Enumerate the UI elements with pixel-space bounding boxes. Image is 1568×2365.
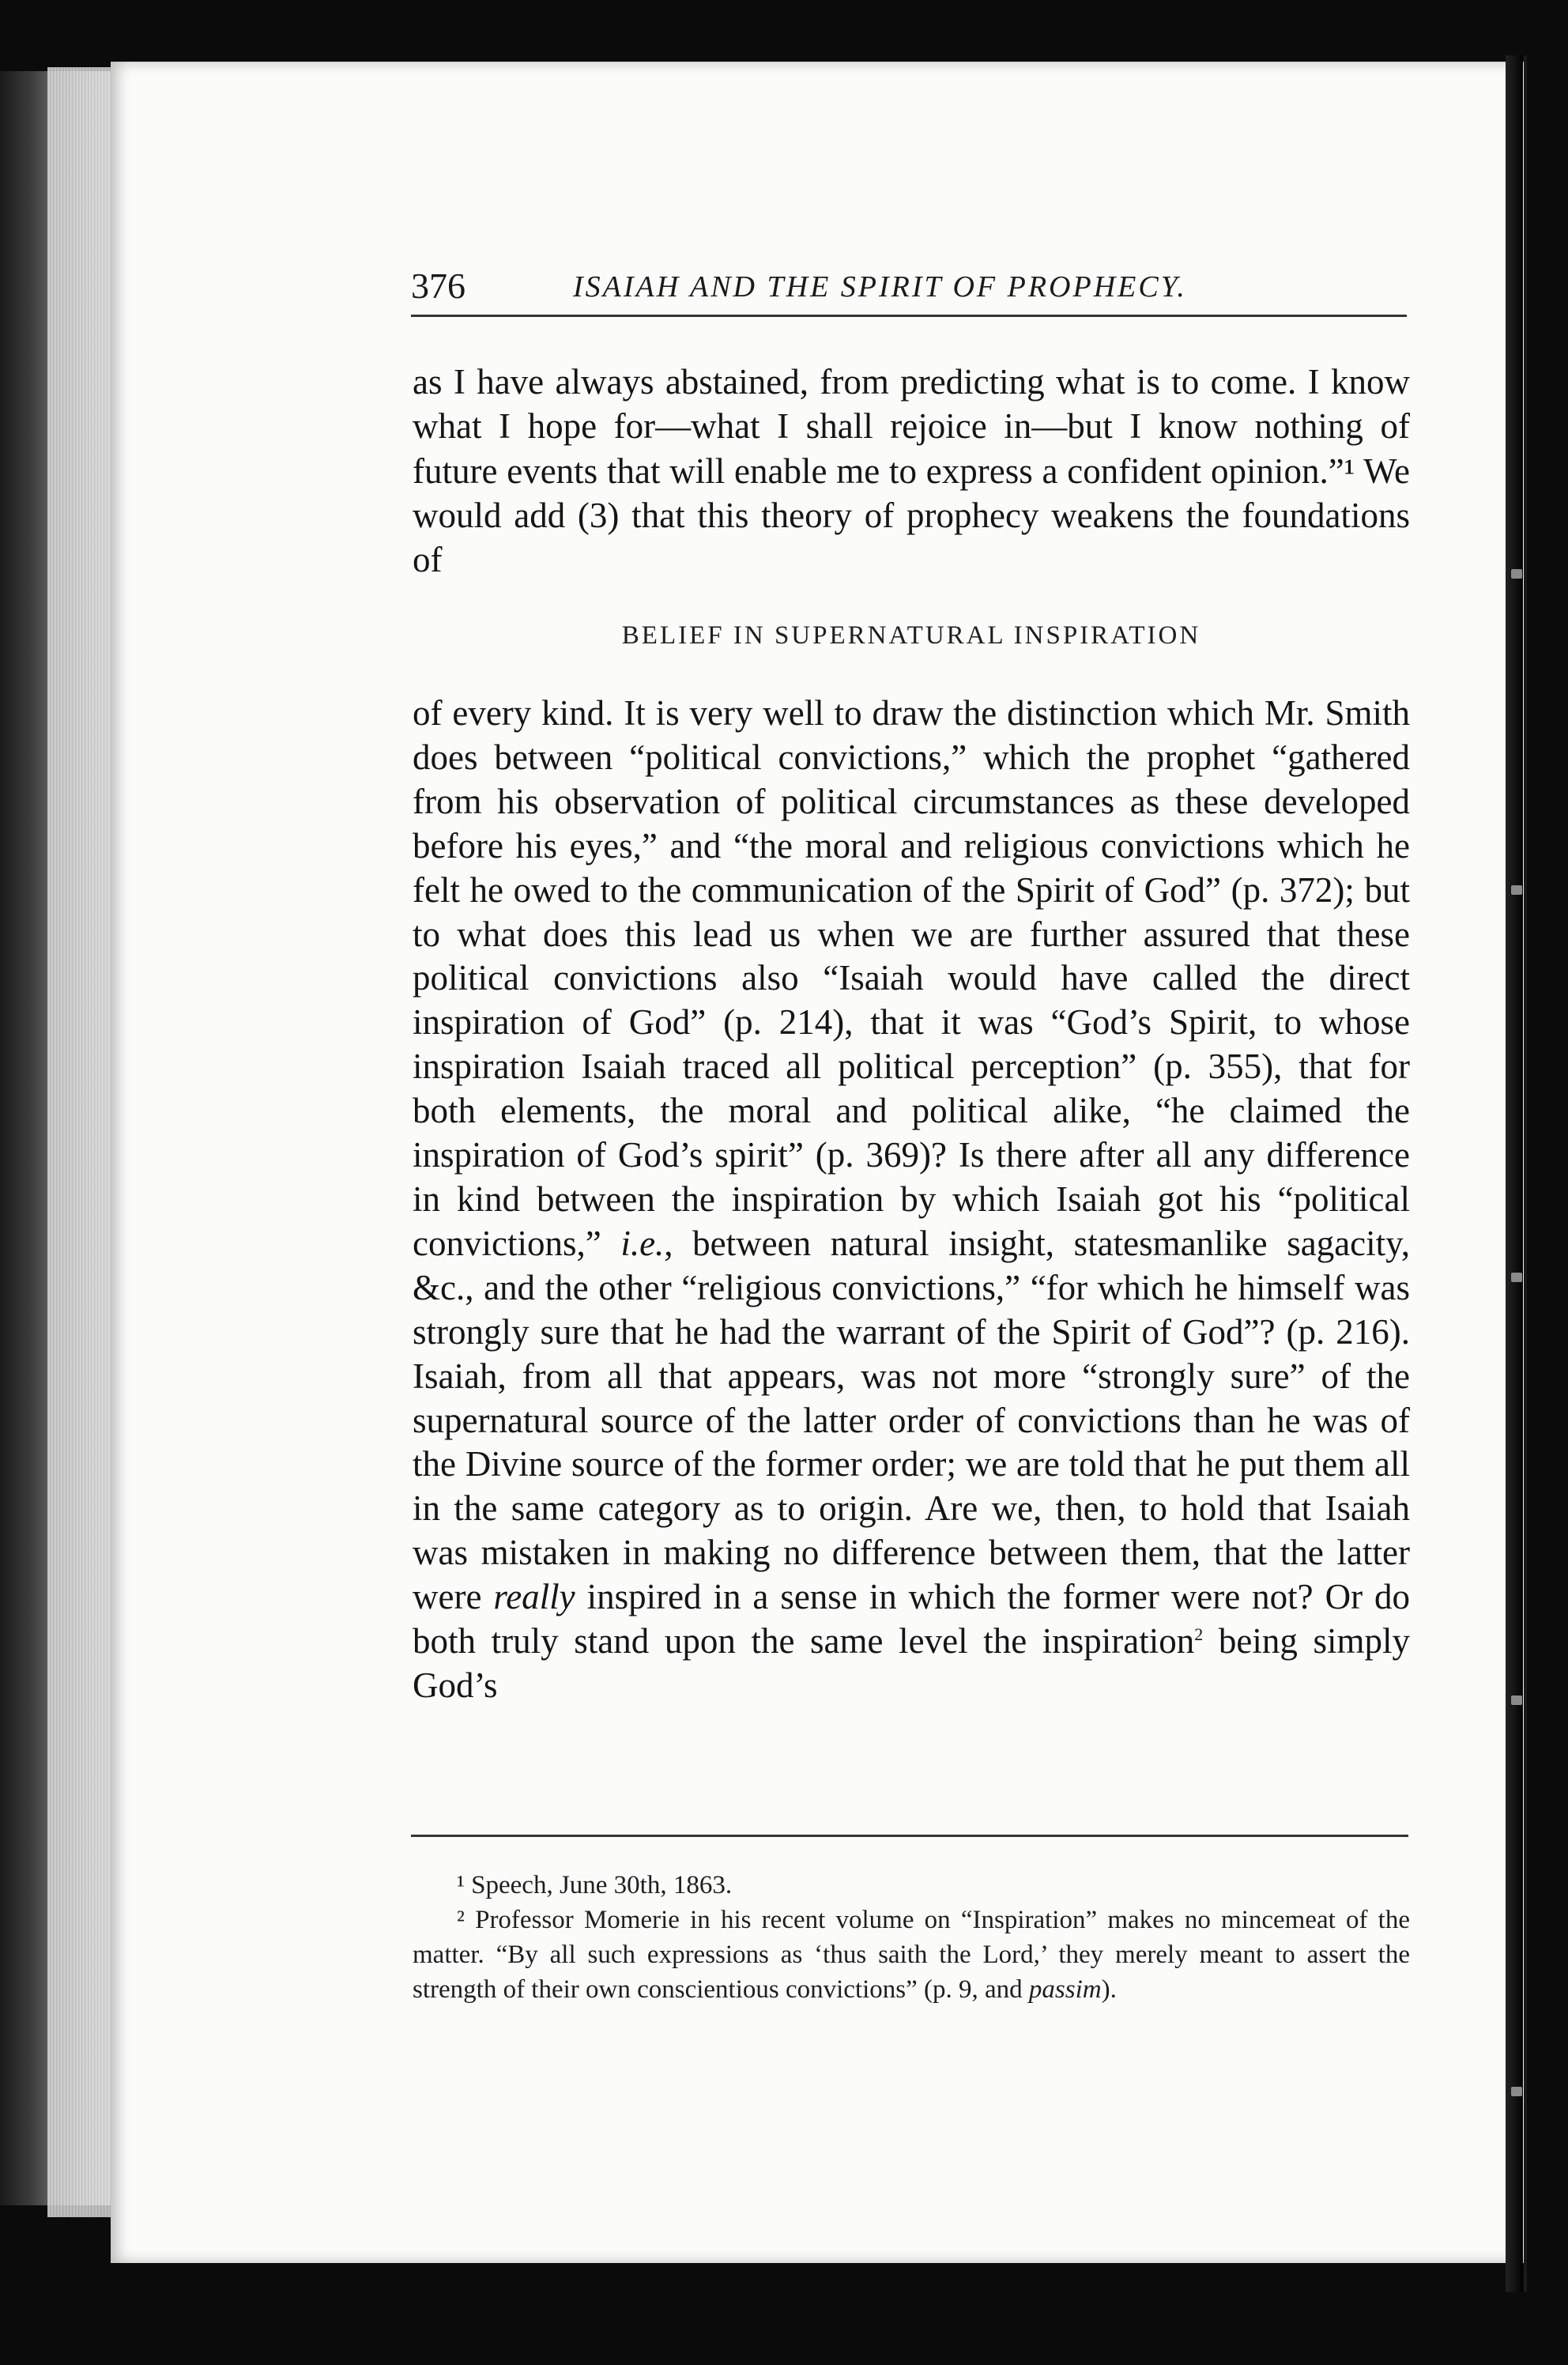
body-paragraph-1 — [413, 360, 1410, 582]
next-page-edge — [1506, 55, 1523, 2292]
footnotes — [413, 1868, 1410, 2007]
paragraph-text: as I have always abstained, from predicting what is to come. I know what I hope for—what I shall rejoice in—but I know nothing of future events that will enable me to express a confident opinion.”¹ We would add (3) that this theory of prophecy weakens the foundations of — [413, 362, 1410, 580]
text-run: being simply God’s — [413, 1621, 1410, 1705]
body-paragraph-2 — [413, 692, 1410, 1708]
binding-line — [1524, 55, 1527, 2292]
section-heading: BELIEF IN SUPERNATURAL INSPIRATION — [621, 621, 1201, 650]
binding-thread-mark — [1511, 569, 1522, 579]
italic-text: passim — [1028, 1975, 1102, 2004]
text-run: , between natural insight, statesmanlike sagacity, &c., and the other “religious convictions,” “for which he himself was strongly sure that he had the warrant of the Spirit of God”? (p. 216). Isaiah, from all that appears, was not more “strongly sure” of the supernatural source of the latter order of convictions than he was of the Divine source of the former order; we are told that he put them all in the same category as to origin. Are we, then, to hold that Isaiah was mistaken in making no difference between them, that the latter were — [413, 1223, 1410, 1617]
binding-thread-mark — [1511, 1695, 1522, 1705]
page-number: 376 — [411, 266, 466, 306]
footnote-2 — [413, 1903, 1410, 2007]
text-run: inspired in a sense in which the former were not? Or do both truly stand upon the same level the inspiration — [413, 1577, 1410, 1662]
paragraph-text — [413, 692, 1410, 1708]
italic-text: i.e. — [620, 1223, 665, 1263]
footnote-rule — [411, 1835, 1408, 1837]
page-header — [411, 265, 1407, 312]
binding-thread-mark — [1511, 885, 1522, 895]
footnote-marker: 2 — [1194, 1624, 1204, 1645]
header-rule — [411, 315, 1407, 317]
running-head: ISAIAH AND THE SPIRIT OF PROPHECY. — [573, 270, 1187, 304]
text-run: ² Professor Momerie in his recent volume on “Inspiration” makes no mincemeat of the matter. “By all such expressions as ‘thus saith the Lord,’ they merely meant to assert the strength of their own conscientious convictions” (p. 9, and — [413, 1906, 1410, 2004]
binding-thread-mark — [1511, 2087, 1522, 2096]
footnote-1: ¹ Speech, June 30th, 1863. — [457, 1871, 733, 1899]
text-run: of every kind. It is very well to draw the distinction which Mr. Smith does between “political convictions,” which the prophet “gathered from his observation of political circumstances as these developed before his eyes,” and “the moral and religious convictions which he felt he owed to the communication of the Spirit of God” (p. 372); but to what does this lead us when we are further assured that these political convictions also “Isaiah would have called the direct inspiration of God” (p. 214), that it was “God’s Spirit, to whose inspiration Isaiah traced all political perception” (p. 355), that for both elements, the moral and political alike, “he claimed the inspiration of God’s spirit” (p. 369)? Is there after all any difference in kind between the inspiration by which Isaiah got his “political convictions,” — [413, 693, 1410, 1263]
binding-thread-mark — [1511, 1273, 1522, 1282]
text-run: ). — [1101, 1975, 1117, 2004]
italic-text: really — [493, 1577, 575, 1617]
